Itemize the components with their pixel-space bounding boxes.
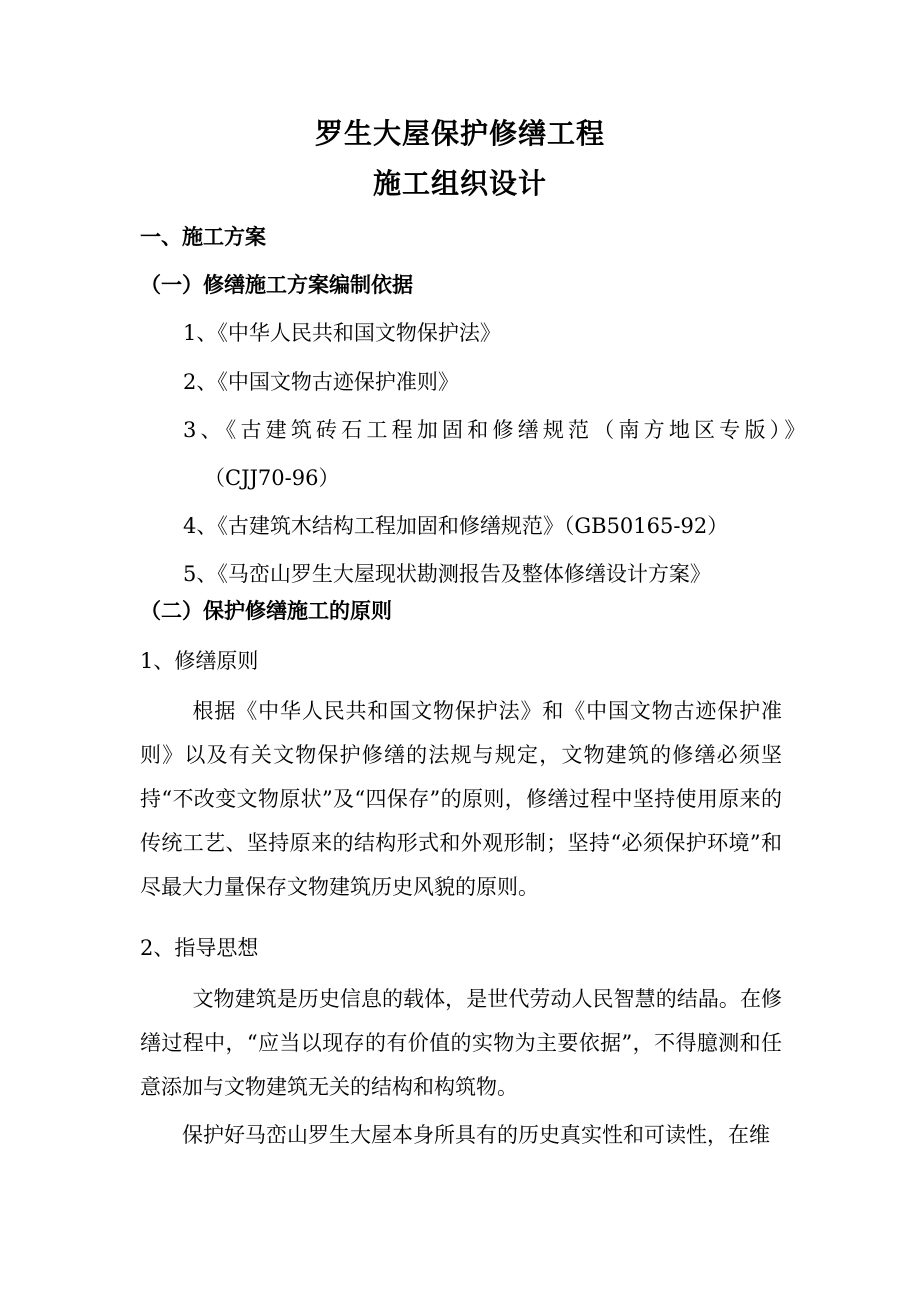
reference-item: 4、《古建筑木结构工程加固和修缮规范》（GB50165-92） bbox=[183, 514, 729, 538]
reference-item: 2、《中国文物古迹保护准则》 bbox=[183, 370, 459, 394]
paragraph: 根据《中华人民共和国文物保护法》和《中国文物古迹保护准则》以及有关文物保护修缮的法规与规定，文物建筑的修缮必须坚持“不改变文物原状”及“四保存”的原则，修缮过程中坚持使用原来的传统工艺、坚持原来的结构形式和外观形制；坚持“必须保护环境”和尽最大力量保存文物建筑历史风貌的原则。 bbox=[140, 699, 782, 899]
item-heading: 1、修缮原则 bbox=[140, 649, 259, 673]
subsection-heading: （一）修缮施工方案编制依据 bbox=[140, 272, 413, 297]
section-heading: 一、施工方案 bbox=[140, 224, 266, 249]
subsection-heading: （二）保护修缮施工的原则 bbox=[140, 598, 392, 623]
reference-item: 5、《马峦山罗生大屋现状勘测报告及整体修缮设计方案》 bbox=[183, 562, 711, 586]
paragraph: 保护好马峦山罗生大屋本身所具有的历史真实性和可读性，在维 bbox=[182, 1123, 770, 1147]
paragraph: 文物建筑是历史信息的载体，是世代劳动人民智慧的结晶。在修缮过程中，“应当以现存的有价值的实物为主要依据”，不得臆测和任意添加与文物建筑无关的结构和构筑物。 bbox=[140, 987, 782, 1099]
reference-item: 3、《古建筑砖石工程加固和修缮规范（南方地区专版）》 bbox=[183, 418, 810, 442]
document-subtitle: 施工组织设计 bbox=[372, 167, 547, 200]
reference-item: 1、《中华人民共和国文物保护法》 bbox=[183, 321, 501, 345]
reference-item-code: （CJJ70-96） bbox=[204, 466, 340, 490]
document-title: 罗生大屋保护修缮工程 bbox=[314, 117, 605, 150]
item-heading: 2、指导思想 bbox=[140, 936, 259, 960]
